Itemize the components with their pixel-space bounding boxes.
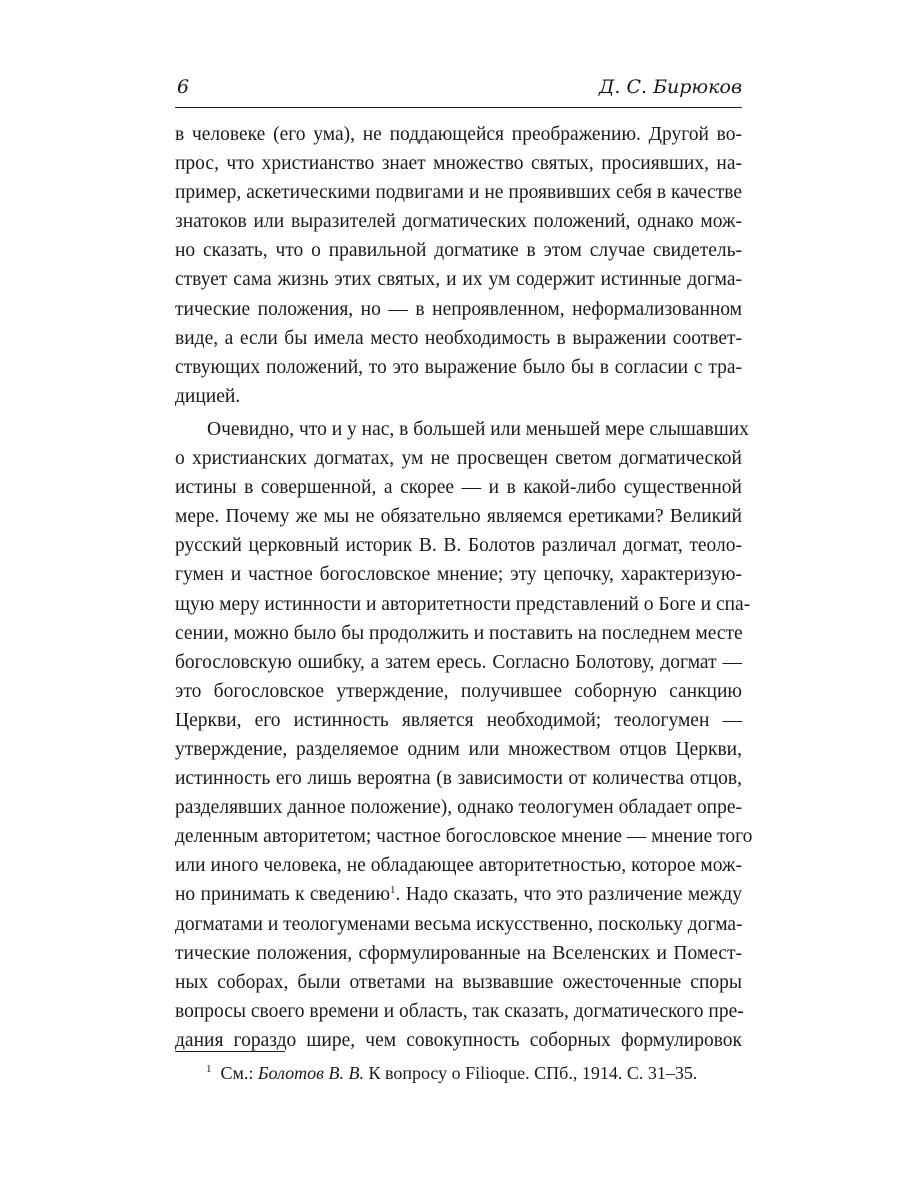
text-line: богословскую ошибку, а затем ересь. Согласно Болотову, догмат — [175, 651, 742, 673]
footnote-citation: К вопросу о Filioque. СПб., 1914. С. 31–35. [363, 1063, 698, 1083]
text-line: догматами и теологуменами весьма искусственно, поскольку догма- [175, 913, 743, 935]
text-fragment: . Надо сказать, что это различение между [395, 884, 742, 906]
text-line: истинность его лишь вероятна (в зависимости от количества отцов, [175, 768, 742, 790]
text-line: но сказать, что о правильной догматике в этом случае свидетель- [175, 240, 742, 262]
text-line: прос, что христианство знает множество святых, просиявших, на- [175, 153, 742, 175]
text-line: тические положения, сформулированные на Вселенских и Помест- [175, 942, 742, 964]
text-line: дания гораздо шире, чем совокупность соборных формулировок [175, 1029, 742, 1051]
footnote-marker: 1 [206, 1063, 212, 1075]
header-rule [175, 107, 742, 108]
footnote [206, 1060, 746, 1086]
text-line: щую меру истинности и авторитетности представлений о Боге и спа- [175, 593, 751, 615]
text-line: о христианских догматах, ум не просвещен светом догматической [175, 448, 742, 470]
text-line: истины в совершенной, а скорее — и в какой-либо существенной [175, 477, 742, 499]
text-line: это богословское утверждение, получившее соборную санкцию [175, 680, 742, 702]
text-line: разделявших данное положение), однако теологумен обладает опре- [175, 797, 742, 819]
running-head: Д. С. Бирюков [598, 76, 742, 98]
text-line: Церкви, его истинность является необходимой; теологумен — [175, 709, 742, 731]
text-line: утверждение, разделяемое одним или множеством отцов Церкви, [175, 738, 742, 760]
footnote-author: Болотов В. В. [257, 1063, 364, 1083]
text-line: Очевидно, что и у нас, в большей или меньшей мере слышавших [207, 418, 749, 440]
text-line: пример, аскетическими подвигами и не проявивших себя в качестве [175, 182, 742, 204]
footnote-reference[interactable]: 1 [390, 884, 396, 897]
text-line: деленным авторитетом; частное богословское мнение — мнение того [175, 826, 753, 848]
text-line: ствует сама жизнь этих святых, и их ум содержит истинные догма- [175, 269, 742, 291]
text-line: тические положения, но — в непроявленном, неформализованном [175, 298, 742, 320]
text-line: или иного человека, не обладающее авторитетностью, которое мож- [175, 855, 742, 877]
page-number: 6 [177, 76, 190, 98]
text-line: вопросы своего времени и область, так сказать, догматического пре- [175, 1000, 744, 1022]
text-line: виде, а если бы имела место необходимость в выражении соответ- [175, 327, 742, 349]
text-line: в человеке (его ума), не поддающейся преображению. Другой во- [175, 124, 742, 145]
footnote-rule [175, 1051, 285, 1052]
text-line-with-footnote [175, 880, 742, 909]
text-line: дицией. [175, 385, 241, 407]
text-line: знатоков или выразителей догматических положений, однако мож- [175, 211, 742, 233]
text-line: мере. Почему же мы не обязательно являемся еретиками? Великий [175, 506, 742, 528]
body-text [175, 120, 753, 1055]
text-line: сении, можно было бы продолжить и поставить на последнем месте [175, 622, 743, 644]
text-line: ствующих положений, то это выражение было бы в согласии с тра- [175, 356, 742, 378]
text-line: гумен и частное богословское мнение; эту цепочку, характеризую- [175, 564, 742, 586]
text-fragment: но принимать к сведению [175, 884, 391, 906]
text-line: русский церковный историк В. В. Болотов различал догмат, теоло- [175, 535, 742, 557]
text-line: ных соборах, были ответами на вызвавшие ожесточенные споры [175, 971, 742, 993]
footnote-prefix: См.: [220, 1063, 258, 1083]
page-header [175, 76, 742, 102]
